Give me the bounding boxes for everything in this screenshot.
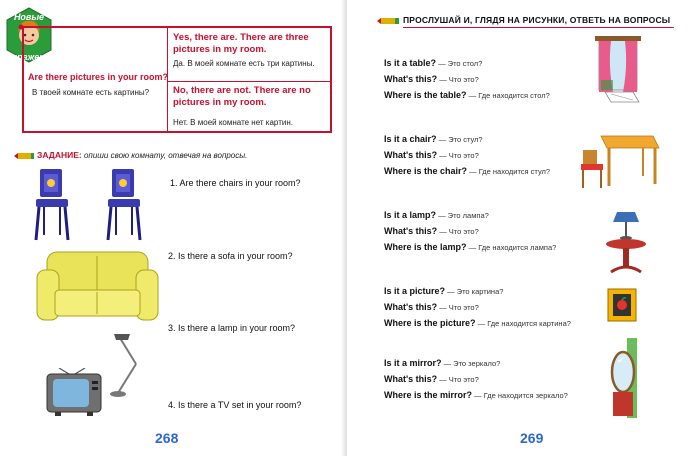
task-label: ЗАДАНИЕ: [37,150,82,160]
chairs-image [30,165,160,243]
qa-row [384,210,604,226]
pencil-icon [377,16,399,26]
box-question-ru: В твоей комнате есть картины? [32,88,150,97]
qa-russian-text: — Что это? [437,227,479,236]
qa-row [384,74,604,90]
qa-row [384,58,604,74]
qa-block-table [384,58,604,106]
chair-left-icon [36,169,68,240]
qa-block-lamp [384,210,604,258]
qa-row [384,134,604,150]
qa-row [384,150,604,166]
box-question-en: Are there pictures in your room? [28,72,169,82]
qa-block-chair [384,134,604,182]
badge-line2: выражения [4,52,56,62]
desk-lamp-icon [108,330,163,400]
question-1: 1. Are there chairs in your room? [170,178,301,188]
qa-russian-text: — Это зеркало? [441,359,501,368]
page-number-right: 269 [520,430,544,446]
box-answer-yes-en: Yes, there are. There are three pictures in my room. [173,32,309,55]
qa-russian-text: — Это картина? [445,287,504,296]
qa-english-text: Is it a chair? [384,134,437,144]
qa-russian-text: — Что это? [437,75,479,84]
qa-english-text: Is it a mirror? [384,358,442,368]
qa-english-text: Is it a lamp? [384,210,437,220]
box-answer-yes-ru: Да. В моей комнате есть три картины. [173,59,315,68]
qa-row [384,286,604,302]
chair-right-icon [108,169,140,240]
qa-row [384,358,604,374]
question-2: 2. Is there a sofa in your room? [168,251,293,261]
qa-english-text: Is it a picture? [384,286,446,296]
qa-english-text: What's this? [384,150,438,160]
framed-picture-icon [607,288,637,322]
table-chair-icon [581,128,661,190]
qa-block-mirror [384,358,604,406]
task-text: опиши свою комнату, отвечая на вопросы. [83,151,248,160]
qa-english-text: What's this? [384,302,438,312]
qa-english-text: What's this? [384,74,438,84]
qa-row [384,390,604,406]
box-answer-no-en: No, there are not. There are no pictures in my room. [173,85,311,108]
tv-set-icon [45,368,105,418]
qa-english-text: Where is the mirror? [384,390,473,400]
instruction-text: ПРОСЛУШАЙ И, ГЛЯДЯ НА РИСУНКИ, ОТВЕТЬ НА ВОПРОСЫ [403,15,671,25]
window-curtain-icon [595,36,641,104]
qa-english-text: Is it a table? [384,58,437,68]
qa-row [384,374,604,390]
question-3: 3. Is there a lamp in your room? [168,323,296,333]
mirror-icon [609,338,639,418]
qa-row [384,166,604,182]
qa-row [384,90,604,106]
qa-russian-text: — Это лампа? [436,211,489,220]
qa-row [384,226,604,242]
qa-russian-text: — Что это? [437,375,479,384]
task-line [14,150,247,161]
qa-russian-text: — Где находится стул? [467,167,551,176]
right-page [347,0,694,456]
qa-russian-text: — Это стул? [436,135,483,144]
sofa-icon [35,248,160,328]
page-number-left: 268 [155,430,179,446]
qa-row [384,242,604,258]
qa-block-picture [384,286,604,334]
qa-english-text: Where is the table? [384,90,467,100]
qa-english-text: What's this? [384,226,438,236]
qa-russian-text: — Это стол? [436,59,483,68]
qa-english-text: Where is the chair? [384,166,468,176]
qa-russian-text: — Где находится картина? [475,319,571,328]
question-4: 4. Is there a TV set in your room? [168,400,302,410]
qa-english-text: Where is the picture? [384,318,476,328]
pencil-icon [14,151,34,161]
qa-english-text: Where is the lamp? [384,242,467,252]
box-answer-no-ru: Нет. В моей комнате нет картин. [173,118,293,127]
qa-english-text: What's this? [384,374,438,384]
badge-line1: Новые [13,12,45,22]
instruction-header [377,15,670,26]
qa-row [384,318,604,334]
qa-russian-text: — Где находится лампа? [466,243,557,252]
qa-russian-text: — Где находится стол? [466,91,550,100]
qa-russian-text: — Что это? [437,303,479,312]
qa-russian-text: — Где находится зеркало? [472,391,568,400]
qa-russian-text: — Что это? [437,151,479,160]
lamp-table-icon [605,210,647,276]
expressions-box [22,26,332,133]
qa-row [384,302,604,318]
